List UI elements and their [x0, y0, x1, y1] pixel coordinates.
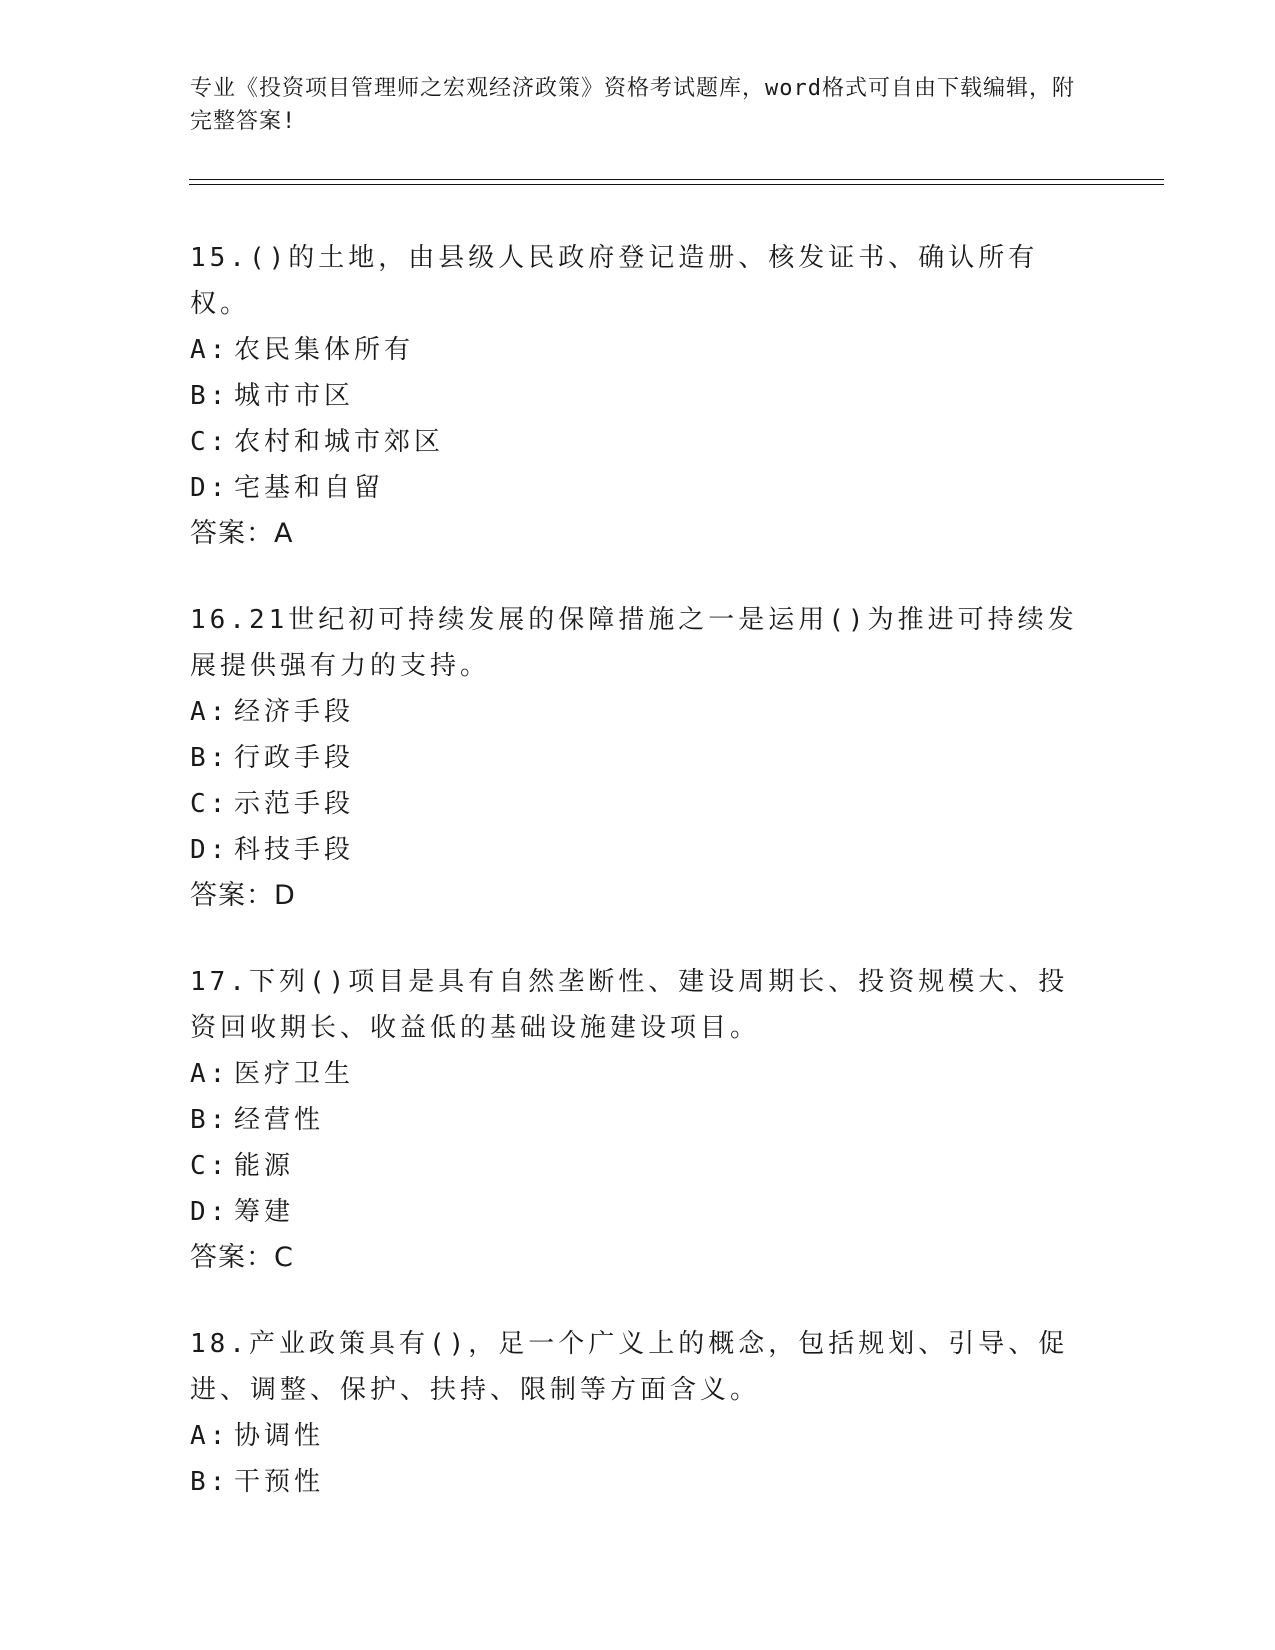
question-stem: 17.下列()项目是具有自然垄断性、建设周期长、投资规模大、投资回收期长、收益低的基础设施建设项目。	[190, 967, 1069, 1043]
answer-line: 答案：D	[190, 880, 296, 911]
question-list	[190, 235, 1090, 1545]
option-b	[190, 1459, 1090, 1505]
option-letter: D:	[190, 1197, 230, 1227]
option-d	[190, 1189, 1090, 1235]
option-text: 行政手段	[234, 743, 355, 773]
option-letter: C:	[190, 427, 230, 457]
answer-line: 答案：C	[190, 1242, 294, 1273]
document-header: 专业《投资项目管理师之宏观经济政策》资格考试题库，word格式可自由下载编辑，附完整答案!	[190, 76, 1075, 134]
option-text: 示范手段	[234, 789, 355, 819]
option-letter: B:	[190, 381, 230, 411]
option-letter: B:	[190, 1467, 230, 1497]
question-15	[190, 235, 1090, 557]
option-letter: A:	[190, 1059, 230, 1089]
option-text: 筹建	[234, 1197, 295, 1227]
option-text: 医疗卫生	[234, 1059, 355, 1089]
option-text: 经营性	[234, 1105, 325, 1135]
option-letter: A:	[190, 697, 230, 727]
option-a	[190, 1051, 1090, 1097]
option-letter: D:	[190, 835, 230, 865]
answer-line: 答案：A	[190, 518, 294, 549]
option-c	[190, 781, 1090, 827]
question-17	[190, 959, 1090, 1281]
header-divider-bottom	[189, 184, 1164, 185]
question-16	[190, 597, 1090, 919]
option-letter: C:	[190, 1151, 230, 1181]
option-c	[190, 419, 1090, 465]
option-b	[190, 373, 1090, 419]
option-letter: A:	[190, 1421, 230, 1451]
option-d	[190, 827, 1090, 873]
option-text: 城市市区	[234, 381, 355, 411]
option-text: 农民集体所有	[234, 335, 415, 365]
option-letter: B:	[190, 743, 230, 773]
option-text: 干预性	[234, 1467, 325, 1497]
option-b	[190, 735, 1090, 781]
option-text: 农村和城市郊区	[234, 427, 445, 457]
question-stem: 18.产业政策具有()，足一个广义上的概念，包括规划、引导、促进、调整、保护、扶持、限制等方面含义。	[190, 1329, 1069, 1405]
option-a	[190, 1413, 1090, 1459]
option-text: 经济手段	[234, 697, 355, 727]
option-text: 宅基和自留	[234, 473, 385, 503]
option-letter: B:	[190, 1105, 230, 1135]
header-divider-top	[189, 179, 1164, 180]
option-a	[190, 327, 1090, 373]
option-text: 科技手段	[234, 835, 355, 865]
option-d	[190, 465, 1090, 511]
option-letter: A:	[190, 335, 230, 365]
option-c	[190, 1143, 1090, 1189]
question-18	[190, 1321, 1090, 1505]
option-text: 能源	[234, 1151, 295, 1181]
option-letter: C:	[190, 789, 230, 819]
question-stem: 16.21世纪初可持续发展的保障措施之一是运用()为推进可持续发展提供强有力的支持。	[190, 605, 1078, 681]
option-text: 协调性	[234, 1421, 325, 1451]
option-letter: D:	[190, 473, 230, 503]
option-b	[190, 1097, 1090, 1143]
question-stem: 15.()的土地，由县级人民政府登记造册、核发证书、确认所有权。	[190, 243, 1039, 319]
option-a	[190, 689, 1090, 735]
